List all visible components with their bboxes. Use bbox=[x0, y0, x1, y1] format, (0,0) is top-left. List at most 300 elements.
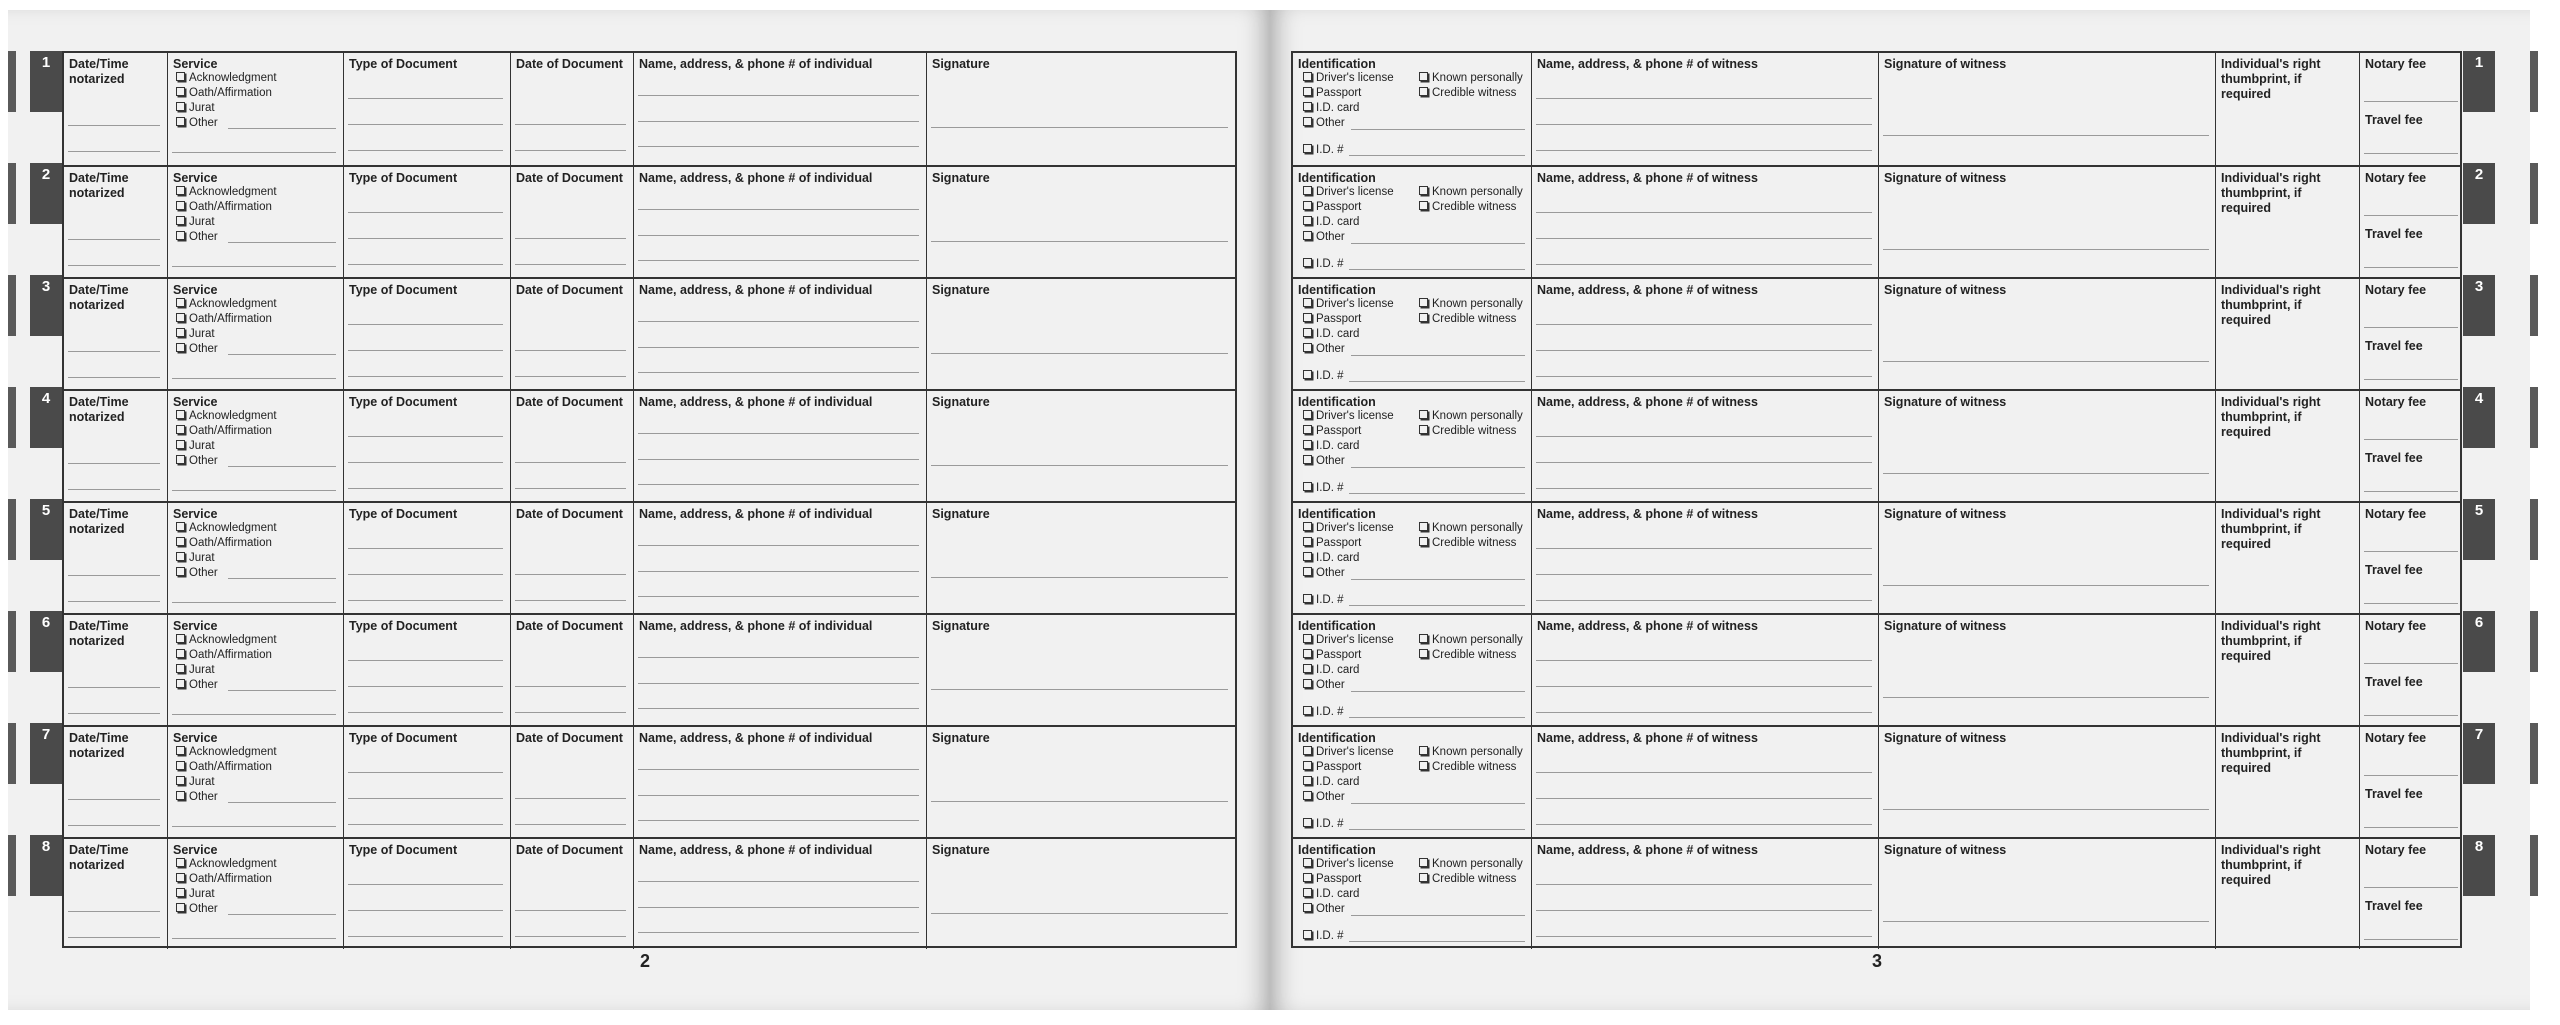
checkbox-icon[interactable] bbox=[176, 903, 185, 912]
checkbox-icon[interactable] bbox=[176, 664, 185, 673]
write-line bbox=[638, 209, 919, 210]
checkbox-icon[interactable] bbox=[1419, 873, 1428, 882]
cell-name-address-phone[interactable] bbox=[633, 503, 926, 613]
checkbox-icon[interactable] bbox=[1303, 186, 1312, 195]
checkbox-icon[interactable] bbox=[176, 567, 185, 576]
checkbox-icon[interactable] bbox=[176, 298, 185, 307]
checkbox-icon[interactable] bbox=[176, 679, 185, 688]
cell-date-time[interactable] bbox=[64, 727, 167, 837]
checkbox-icon[interactable] bbox=[1303, 818, 1312, 827]
cell-identification[interactable] bbox=[1293, 391, 1531, 501]
checkbox-icon[interactable] bbox=[1303, 634, 1312, 643]
checkbox-icon[interactable] bbox=[176, 313, 185, 322]
cell-type-of-document[interactable] bbox=[343, 391, 510, 501]
cell-date-of-document[interactable] bbox=[510, 279, 633, 389]
cell-fees[interactable] bbox=[2359, 727, 2464, 837]
cell-witness-name[interactable] bbox=[1531, 53, 1878, 165]
checkbox-icon[interactable] bbox=[176, 858, 185, 867]
id-option-other[interactable] bbox=[1303, 902, 1345, 916]
checkbox-icon[interactable] bbox=[1419, 201, 1428, 210]
checkbox-icon[interactable] bbox=[1303, 440, 1312, 449]
service-option-acknowledgment[interactable] bbox=[176, 857, 277, 871]
service-option-jurat[interactable] bbox=[176, 887, 215, 901]
checkbox-icon[interactable] bbox=[1303, 455, 1312, 464]
checkbox-icon[interactable] bbox=[1303, 370, 1312, 379]
cell-identification[interactable] bbox=[1293, 839, 1531, 949]
id-option-i-d-card[interactable] bbox=[1303, 215, 1359, 229]
cell-thumbprint[interactable] bbox=[2215, 391, 2359, 501]
cell-date-of-document[interactable] bbox=[510, 167, 633, 277]
service-option-oath-affirmation[interactable] bbox=[176, 424, 272, 438]
service-option-other[interactable] bbox=[176, 116, 218, 130]
write-line bbox=[2364, 153, 2458, 154]
id-option-credible-witness[interactable] bbox=[1419, 200, 1516, 214]
cell-date-time[interactable] bbox=[64, 279, 167, 389]
option-label: Jurat bbox=[189, 102, 215, 114]
checkbox-icon[interactable] bbox=[1303, 706, 1312, 715]
id-number-field[interactable] bbox=[1303, 817, 1343, 831]
cell-fees[interactable] bbox=[2359, 391, 2464, 501]
checkbox-icon[interactable] bbox=[1419, 87, 1428, 96]
checkbox-icon[interactable] bbox=[176, 634, 185, 643]
cell-type-of-document[interactable] bbox=[343, 279, 510, 389]
service-option-other[interactable] bbox=[176, 902, 218, 916]
cell-witness-name[interactable] bbox=[1531, 167, 1878, 277]
cell-date-time[interactable] bbox=[64, 615, 167, 725]
id-option-i-d-card[interactable] bbox=[1303, 101, 1359, 115]
id-option-credible-witness[interactable] bbox=[1419, 760, 1516, 774]
cell-identification[interactable] bbox=[1293, 167, 1531, 277]
cell-fees[interactable] bbox=[2359, 279, 2464, 389]
checkbox-icon[interactable] bbox=[1303, 216, 1312, 225]
checkbox-icon[interactable] bbox=[1303, 858, 1312, 867]
service-option-other[interactable] bbox=[176, 342, 218, 356]
checkbox-icon[interactable] bbox=[1303, 117, 1312, 126]
write-line bbox=[931, 913, 1228, 914]
checkbox-icon[interactable] bbox=[1303, 930, 1312, 939]
cell-date-of-document[interactable] bbox=[510, 615, 633, 725]
cell-thumbprint[interactable] bbox=[2215, 503, 2359, 613]
checkbox-icon[interactable] bbox=[176, 186, 185, 195]
cell-type-of-document[interactable] bbox=[343, 53, 510, 165]
service-option-other[interactable] bbox=[176, 678, 218, 692]
cell-witness-signature[interactable] bbox=[1878, 167, 2215, 277]
id-option-passport[interactable] bbox=[1303, 86, 1361, 100]
checkbox-icon[interactable] bbox=[176, 216, 185, 225]
write-line bbox=[172, 266, 336, 267]
cell-service[interactable] bbox=[167, 503, 343, 613]
cell-witness-name[interactable] bbox=[1531, 279, 1878, 389]
write-line bbox=[1349, 605, 1525, 606]
checkbox-icon[interactable] bbox=[1419, 186, 1428, 195]
checkbox-icon[interactable] bbox=[176, 425, 185, 434]
checkbox-icon[interactable] bbox=[1303, 679, 1312, 688]
option-label: Known personally bbox=[1432, 298, 1523, 310]
cell-name-address-phone[interactable] bbox=[633, 727, 926, 837]
write-line bbox=[68, 377, 160, 378]
cell-service[interactable] bbox=[167, 839, 343, 949]
cell-witness-name[interactable] bbox=[1531, 503, 1878, 613]
checkbox-icon[interactable] bbox=[1303, 594, 1312, 603]
checkbox-icon[interactable] bbox=[1303, 87, 1312, 96]
cell-thumbprint[interactable] bbox=[2215, 167, 2359, 277]
checkbox-icon[interactable] bbox=[1303, 649, 1312, 658]
id-number-field[interactable] bbox=[1303, 481, 1343, 495]
write-line bbox=[1351, 355, 1525, 356]
id-option-i-d-card[interactable] bbox=[1303, 327, 1359, 341]
id-option-credible-witness[interactable] bbox=[1419, 648, 1516, 662]
id-option-passport[interactable] bbox=[1303, 312, 1361, 326]
cell-witness-signature[interactable] bbox=[1878, 503, 2215, 613]
checkbox-icon[interactable] bbox=[1419, 746, 1428, 755]
cell-name-address-phone[interactable] bbox=[633, 391, 926, 501]
cell-witness-name[interactable] bbox=[1531, 727, 1878, 837]
cell-date-of-document[interactable] bbox=[510, 53, 633, 165]
cell-identification[interactable] bbox=[1293, 503, 1531, 613]
option-label: Jurat bbox=[189, 776, 215, 788]
service-option-other[interactable] bbox=[176, 566, 218, 580]
checkbox-icon[interactable] bbox=[1303, 482, 1312, 491]
header-thumbprint: Individual's right thumbprint, if required bbox=[2221, 395, 2321, 439]
option-label: I.D. card bbox=[1316, 440, 1360, 452]
service-option-acknowledgment[interactable] bbox=[176, 521, 277, 535]
checkbox-icon[interactable] bbox=[176, 328, 185, 337]
service-option-other[interactable] bbox=[176, 230, 218, 244]
id-option-passport[interactable] bbox=[1303, 872, 1361, 886]
cell-name-address-phone[interactable] bbox=[633, 839, 926, 949]
checkbox-icon[interactable] bbox=[1303, 102, 1312, 111]
service-option-oath-affirmation[interactable] bbox=[176, 536, 272, 550]
checkbox-icon[interactable] bbox=[1303, 746, 1312, 755]
write-line bbox=[1536, 462, 1872, 463]
service-option-oath-affirmation[interactable] bbox=[176, 312, 272, 326]
checkbox-icon[interactable] bbox=[176, 746, 185, 755]
cell-service[interactable] bbox=[167, 391, 343, 501]
cell-thumbprint[interactable] bbox=[2215, 279, 2359, 389]
cell-fees[interactable] bbox=[2359, 615, 2464, 725]
checkbox-icon[interactable] bbox=[1303, 258, 1312, 267]
cell-name-address-phone[interactable] bbox=[633, 279, 926, 389]
cell-date-of-document[interactable] bbox=[510, 391, 633, 501]
checkbox-icon[interactable] bbox=[1303, 313, 1312, 322]
id-number-field[interactable] bbox=[1303, 143, 1343, 157]
id-option-known-personally[interactable] bbox=[1419, 521, 1523, 535]
cell-witness-name[interactable] bbox=[1531, 391, 1878, 501]
checkbox-icon[interactable] bbox=[176, 440, 185, 449]
checkbox-icon[interactable] bbox=[1303, 522, 1312, 531]
cell-service[interactable] bbox=[167, 279, 343, 389]
service-option-oath-affirmation[interactable] bbox=[176, 200, 272, 214]
checkbox-icon[interactable] bbox=[1303, 791, 1312, 800]
id-option-driver-s-license[interactable] bbox=[1303, 857, 1394, 871]
cell-name-address-phone[interactable] bbox=[633, 167, 926, 277]
cell-identification[interactable] bbox=[1293, 727, 1531, 837]
cell-thumbprint[interactable] bbox=[2215, 727, 2359, 837]
service-option-jurat[interactable] bbox=[176, 215, 215, 229]
id-option-credible-witness[interactable] bbox=[1419, 872, 1516, 886]
checkbox-icon[interactable] bbox=[1419, 537, 1428, 546]
id-option-driver-s-license[interactable] bbox=[1303, 185, 1394, 199]
checkbox-icon[interactable] bbox=[1303, 567, 1312, 576]
cell-identification[interactable] bbox=[1293, 53, 1531, 165]
checkbox-icon[interactable] bbox=[1303, 537, 1312, 546]
checkbox-icon[interactable] bbox=[176, 537, 185, 546]
checkbox-icon[interactable] bbox=[1303, 552, 1312, 561]
cell-identification[interactable] bbox=[1293, 279, 1531, 389]
write-line bbox=[172, 378, 336, 379]
id-option-known-personally[interactable] bbox=[1419, 185, 1523, 199]
id-option-passport[interactable] bbox=[1303, 200, 1361, 214]
cell-type-of-document[interactable] bbox=[343, 167, 510, 277]
checkbox-icon[interactable] bbox=[176, 201, 185, 210]
id-option-i-d-card[interactable] bbox=[1303, 551, 1359, 565]
id-option-i-d-card[interactable] bbox=[1303, 439, 1359, 453]
cell-service[interactable] bbox=[167, 615, 343, 725]
cell-date-of-document[interactable] bbox=[510, 727, 633, 837]
id-option-other[interactable] bbox=[1303, 116, 1345, 130]
id-option-driver-s-license[interactable] bbox=[1303, 745, 1394, 759]
checkbox-icon[interactable] bbox=[1303, 72, 1312, 81]
id-option-known-personally[interactable] bbox=[1419, 409, 1523, 423]
cell-date-time[interactable] bbox=[64, 53, 167, 165]
checkbox-icon[interactable] bbox=[1419, 298, 1428, 307]
cell-name-address-phone[interactable] bbox=[633, 53, 926, 165]
write-line bbox=[1536, 98, 1872, 99]
cell-thumbprint[interactable] bbox=[2215, 839, 2359, 949]
checkbox-icon[interactable] bbox=[176, 552, 185, 561]
service-option-jurat[interactable] bbox=[176, 663, 215, 677]
id-option-other[interactable] bbox=[1303, 790, 1345, 804]
checkbox-icon[interactable] bbox=[176, 117, 185, 126]
checkbox-icon[interactable] bbox=[176, 522, 185, 531]
checkbox-icon[interactable] bbox=[1303, 410, 1312, 419]
id-option-other[interactable] bbox=[1303, 678, 1345, 692]
write-line bbox=[348, 824, 503, 825]
checkbox-icon[interactable] bbox=[1419, 761, 1428, 770]
checkbox-icon[interactable] bbox=[176, 343, 185, 352]
checkbox-icon[interactable] bbox=[176, 87, 185, 96]
service-option-jurat[interactable] bbox=[176, 327, 215, 341]
id-option-credible-witness[interactable] bbox=[1419, 424, 1516, 438]
id-option-other[interactable] bbox=[1303, 230, 1345, 244]
id-number-field[interactable] bbox=[1303, 929, 1343, 943]
id-number-field[interactable] bbox=[1303, 257, 1343, 271]
write-line bbox=[1883, 921, 2209, 922]
checkbox-icon[interactable] bbox=[1419, 425, 1428, 434]
service-option-jurat[interactable] bbox=[176, 439, 215, 453]
cell-signature[interactable] bbox=[926, 167, 1235, 277]
checkbox-icon[interactable] bbox=[1303, 903, 1312, 912]
cell-date-of-document[interactable] bbox=[510, 839, 633, 949]
checkbox-icon[interactable] bbox=[1303, 144, 1312, 153]
checkbox-icon[interactable] bbox=[1303, 776, 1312, 785]
checkbox-icon[interactable] bbox=[1419, 634, 1428, 643]
checkbox-icon[interactable] bbox=[1303, 425, 1312, 434]
id-number-field[interactable] bbox=[1303, 593, 1343, 607]
cell-thumbprint[interactable] bbox=[2215, 53, 2359, 165]
checkbox-icon[interactable] bbox=[1303, 231, 1312, 240]
checkbox-icon[interactable] bbox=[1303, 343, 1312, 352]
cell-type-of-document[interactable] bbox=[343, 727, 510, 837]
service-option-other[interactable] bbox=[176, 790, 218, 804]
service-option-oath-affirmation[interactable] bbox=[176, 86, 272, 100]
checkbox-icon[interactable] bbox=[176, 761, 185, 770]
checkbox-icon[interactable] bbox=[176, 102, 185, 111]
cell-service[interactable] bbox=[167, 167, 343, 277]
checkbox-icon[interactable] bbox=[176, 791, 185, 800]
id-option-credible-witness[interactable] bbox=[1419, 536, 1516, 550]
cell-date-time[interactable] bbox=[64, 391, 167, 501]
id-option-credible-witness[interactable] bbox=[1419, 86, 1516, 100]
id-option-i-d-card[interactable] bbox=[1303, 887, 1359, 901]
cell-type-of-document[interactable] bbox=[343, 503, 510, 613]
service-option-acknowledgment[interactable] bbox=[176, 297, 277, 311]
service-option-acknowledgment[interactable] bbox=[176, 745, 277, 759]
checkbox-icon[interactable] bbox=[176, 776, 185, 785]
option-label: Driver's license bbox=[1316, 634, 1394, 646]
cell-witness-signature[interactable] bbox=[1878, 839, 2215, 949]
write-line bbox=[1536, 936, 1872, 937]
cell-fees[interactable] bbox=[2359, 167, 2464, 277]
header-thumbprint: Individual's right thumbprint, if required bbox=[2221, 843, 2321, 887]
option-label: Other bbox=[189, 343, 218, 355]
header-signature: Signature bbox=[932, 507, 990, 521]
edge-stripe-right bbox=[2530, 835, 2538, 896]
option-label: Passport bbox=[1316, 313, 1362, 325]
cell-fees[interactable] bbox=[2359, 839, 2464, 949]
id-option-passport[interactable] bbox=[1303, 536, 1361, 550]
cell-witness-signature[interactable] bbox=[1878, 727, 2215, 837]
cell-signature[interactable] bbox=[926, 615, 1235, 725]
write-line bbox=[2364, 939, 2458, 940]
id-option-passport[interactable] bbox=[1303, 424, 1361, 438]
option-label: Other bbox=[1316, 567, 1345, 579]
checkbox-icon[interactable] bbox=[1419, 649, 1428, 658]
cell-witness-signature[interactable] bbox=[1878, 615, 2215, 725]
id-option-known-personally[interactable] bbox=[1419, 633, 1523, 647]
service-option-oath-affirmation[interactable] bbox=[176, 872, 272, 886]
cell-date-time[interactable] bbox=[64, 839, 167, 949]
header-date-time: Date/Time notarized bbox=[69, 57, 129, 86]
cell-service[interactable] bbox=[167, 727, 343, 837]
header-witness-signature: Signature of witness bbox=[1884, 171, 2007, 185]
checkbox-icon[interactable] bbox=[1419, 72, 1428, 81]
id-option-credible-witness[interactable] bbox=[1419, 312, 1516, 326]
cell-signature[interactable] bbox=[926, 727, 1235, 837]
id-option-driver-s-license[interactable] bbox=[1303, 633, 1394, 647]
journal-entry-row bbox=[64, 613, 1235, 725]
id-option-known-personally[interactable] bbox=[1419, 71, 1523, 85]
service-option-jurat[interactable] bbox=[176, 101, 215, 115]
cell-signature[interactable] bbox=[926, 53, 1235, 165]
service-option-oath-affirmation[interactable] bbox=[176, 760, 272, 774]
service-option-acknowledgment[interactable] bbox=[176, 633, 277, 647]
id-option-other[interactable] bbox=[1303, 454, 1345, 468]
cell-identification[interactable] bbox=[1293, 615, 1531, 725]
option-label: I.D. card bbox=[1316, 102, 1360, 114]
service-option-acknowledgment[interactable] bbox=[176, 185, 277, 199]
cell-date-of-document[interactable] bbox=[510, 503, 633, 613]
service-option-acknowledgment[interactable] bbox=[176, 409, 277, 423]
entry-number-tab: 5 bbox=[2463, 499, 2495, 560]
id-option-driver-s-license[interactable] bbox=[1303, 297, 1394, 311]
service-option-other[interactable] bbox=[176, 454, 218, 468]
service-option-acknowledgment[interactable] bbox=[176, 71, 277, 85]
id-option-passport[interactable] bbox=[1303, 648, 1361, 662]
cell-date-time[interactable] bbox=[64, 167, 167, 277]
id-option-passport[interactable] bbox=[1303, 760, 1361, 774]
id-option-driver-s-license[interactable] bbox=[1303, 71, 1394, 85]
id-option-other[interactable] bbox=[1303, 342, 1345, 356]
checkbox-icon[interactable] bbox=[1303, 664, 1312, 673]
write-line bbox=[348, 238, 503, 239]
checkbox-icon[interactable] bbox=[1419, 858, 1428, 867]
id-number-field[interactable] bbox=[1303, 369, 1343, 383]
checkbox-icon[interactable] bbox=[176, 873, 185, 882]
service-option-jurat[interactable] bbox=[176, 551, 215, 565]
id-option-known-personally[interactable] bbox=[1419, 745, 1523, 759]
checkbox-icon[interactable] bbox=[1303, 761, 1312, 770]
id-option-other[interactable] bbox=[1303, 566, 1345, 580]
checkbox-icon[interactable] bbox=[176, 72, 185, 81]
cell-signature[interactable] bbox=[926, 839, 1235, 949]
id-option-driver-s-license[interactable] bbox=[1303, 409, 1394, 423]
service-option-jurat[interactable] bbox=[176, 775, 215, 789]
cell-witness-signature[interactable] bbox=[1878, 279, 2215, 389]
cell-name-address-phone[interactable] bbox=[633, 615, 926, 725]
write-line bbox=[1536, 548, 1872, 549]
cell-fees[interactable] bbox=[2359, 53, 2464, 165]
cell-signature[interactable] bbox=[926, 391, 1235, 501]
cell-witness-name[interactable] bbox=[1531, 615, 1878, 725]
cell-type-of-document[interactable] bbox=[343, 839, 510, 949]
cell-date-time[interactable] bbox=[64, 503, 167, 613]
checkbox-icon[interactable] bbox=[176, 649, 185, 658]
cell-witness-signature[interactable] bbox=[1878, 391, 2215, 501]
cell-service[interactable] bbox=[167, 53, 343, 165]
cell-witness-signature[interactable] bbox=[1878, 53, 2215, 165]
checkbox-icon[interactable] bbox=[1419, 522, 1428, 531]
checkbox-icon[interactable] bbox=[1303, 873, 1312, 882]
write-line bbox=[2364, 827, 2458, 828]
cell-type-of-document[interactable] bbox=[343, 615, 510, 725]
id-option-known-personally[interactable] bbox=[1419, 857, 1523, 871]
checkbox-icon[interactable] bbox=[1303, 328, 1312, 337]
id-option-i-d-card[interactable] bbox=[1303, 663, 1359, 677]
checkbox-icon[interactable] bbox=[1303, 201, 1312, 210]
id-number-field[interactable] bbox=[1303, 705, 1343, 719]
cell-fees[interactable] bbox=[2359, 503, 2464, 613]
checkbox-icon[interactable] bbox=[1419, 313, 1428, 322]
service-option-oath-affirmation[interactable] bbox=[176, 648, 272, 662]
write-line bbox=[68, 601, 160, 602]
checkbox-icon[interactable] bbox=[176, 888, 185, 897]
cell-thumbprint[interactable] bbox=[2215, 615, 2359, 725]
checkbox-icon[interactable] bbox=[1303, 888, 1312, 897]
cell-signature[interactable] bbox=[926, 503, 1235, 613]
header-witness-signature: Signature of witness bbox=[1884, 507, 2007, 521]
checkbox-icon[interactable] bbox=[176, 410, 185, 419]
cell-signature[interactable] bbox=[926, 279, 1235, 389]
checkbox-icon[interactable] bbox=[1303, 298, 1312, 307]
id-option-i-d-card[interactable] bbox=[1303, 775, 1359, 789]
checkbox-icon[interactable] bbox=[176, 231, 185, 240]
checkbox-icon[interactable] bbox=[176, 455, 185, 464]
checkbox-icon[interactable] bbox=[1419, 410, 1428, 419]
id-option-known-personally[interactable] bbox=[1419, 297, 1523, 311]
id-option-driver-s-license[interactable] bbox=[1303, 521, 1394, 535]
cell-witness-name[interactable] bbox=[1531, 839, 1878, 949]
